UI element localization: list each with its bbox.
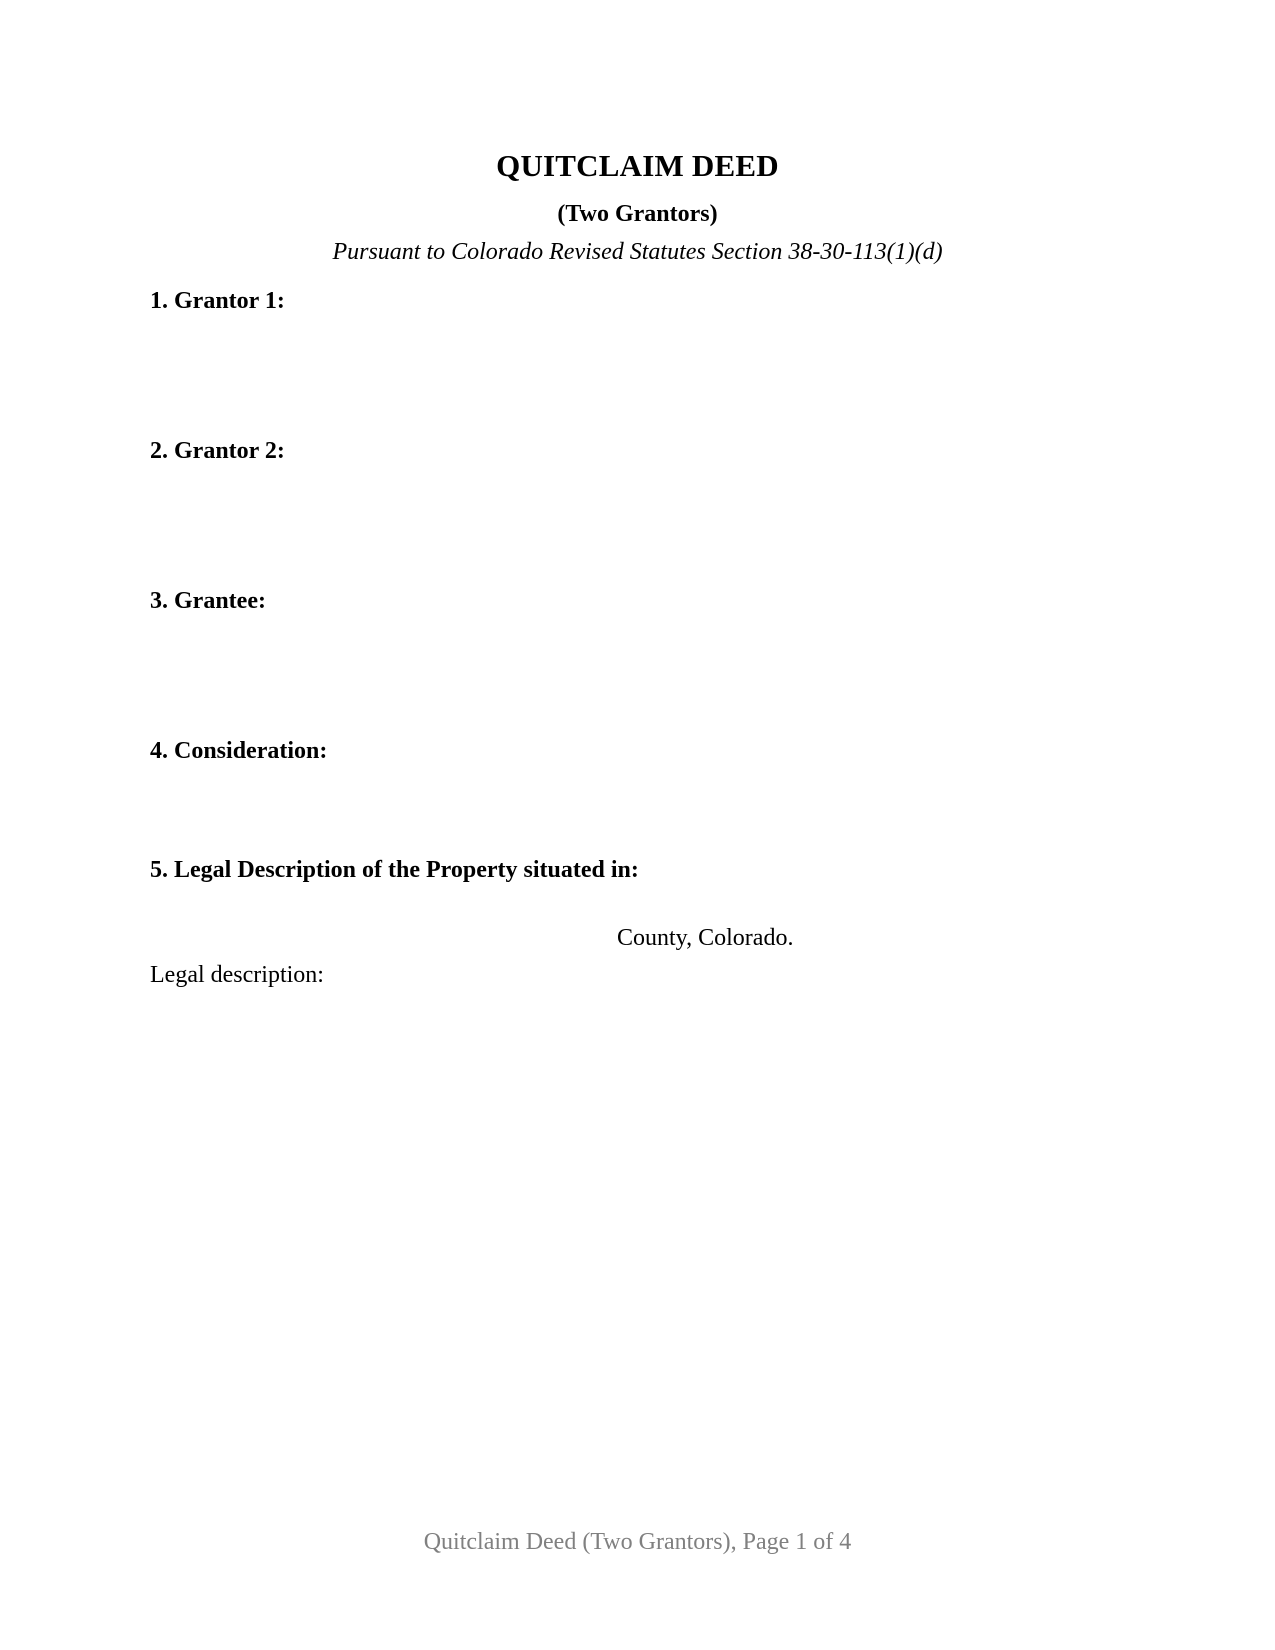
section-grantor-2: 2. Grantor 2: bbox=[150, 438, 285, 464]
page-footer: Quitclaim Deed (Two Grantors), Page 1 of 4 bbox=[423, 1529, 852, 1555]
section-consideration: 4. Consideration: bbox=[150, 738, 328, 764]
statute-reference: Pursuant to Colorado Revised Statutes Section 38-30-113(1)(d) bbox=[332, 239, 943, 265]
section-grantee: 3. Grantee: bbox=[150, 588, 266, 614]
document-subtitle: (Two Grantors) bbox=[557, 201, 718, 227]
legal-description-label: Legal description: bbox=[150, 962, 324, 988]
section-legal-description: 5. Legal Description of the Property situated in: bbox=[150, 857, 639, 883]
county-line: County, Colorado. bbox=[617, 925, 794, 951]
document-title: QUITCLAIM DEED bbox=[496, 148, 779, 183]
section-grantor-1: 1. Grantor 1: bbox=[150, 288, 285, 314]
